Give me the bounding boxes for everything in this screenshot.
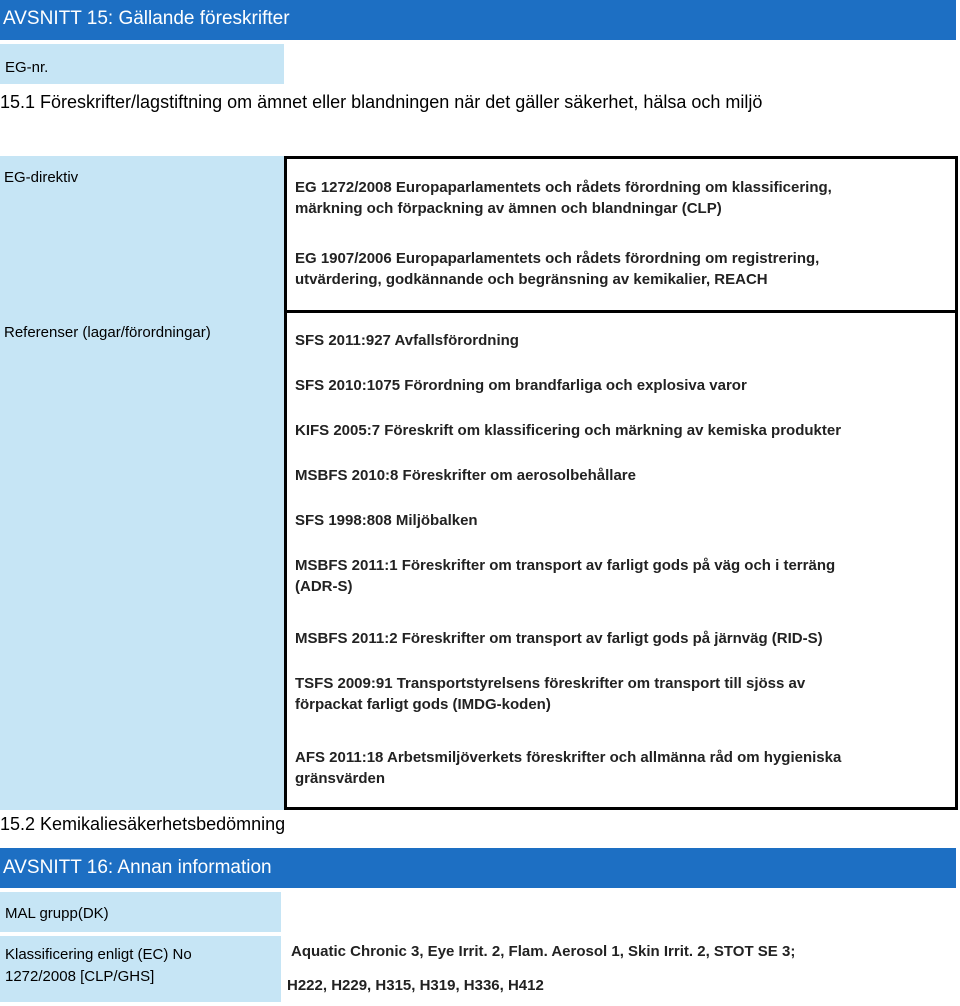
eg-direktiv-entry xyxy=(295,248,819,290)
entry-line: märkning och förpackning av ämnen och blandningar (CLP) xyxy=(295,200,722,217)
entry-line: SFS 1998:808 Miljöbalken xyxy=(295,512,478,529)
section-15-header xyxy=(0,0,956,40)
entry-line: (ADR-S) xyxy=(295,578,353,595)
entry-line: MSBFS 2010:8 Föreskrifter om aerosolbehållare xyxy=(295,467,636,484)
section-15-title: AVSNITT 15: Gällande föreskrifter xyxy=(3,8,290,29)
referens-entry xyxy=(295,747,841,789)
entry-line: AFS 2011:18 Arbetsmiljöverkets föreskrifter och allmänna råd om hygieniska xyxy=(295,749,842,766)
entry-line: MSBFS 2011:2 Föreskrifter om transport av farligt gods på järnväg (RID-S) xyxy=(295,630,823,647)
entry-line: EG 1907/2006 Europaparlamentets och rådets förordning om registrering, xyxy=(295,250,820,267)
h-statements-line: H222, H229, H315, H319, H336, H412 xyxy=(287,977,544,994)
referens-entry xyxy=(295,465,636,486)
klassificering-label-line: Klassificering enligt (EC) No xyxy=(5,946,192,963)
klassificering-cell xyxy=(0,936,281,1002)
eg-direktiv-box xyxy=(284,156,958,313)
entry-line: utvärdering, godkännande och begränsning av kemikalier, REACH xyxy=(295,271,768,288)
referens-entry xyxy=(295,555,835,597)
eg-direktiv-entry xyxy=(295,177,832,219)
entry-line: EG 1272/2008 Europaparlamentets och rådets förordning om klassificering, xyxy=(295,179,832,196)
entry-line: gränsvärden xyxy=(295,770,386,787)
klassificering-value-line: Aquatic Chronic 3, Eye Irrit. 2, Flam. Aerosol 1, Skin Irrit. 2, STOT SE 3; xyxy=(291,943,796,960)
entry-line: MSBFS 2011:1 Föreskrifter om transport av farligt gods på väg och i terräng xyxy=(295,557,836,574)
mal-grupp-band xyxy=(0,892,281,932)
eg-nr-band xyxy=(0,44,284,84)
entry-line: TSFS 2009:91 Transportstyrelsens föreskrifter om transport till sjöss av xyxy=(295,675,806,692)
referens-entry xyxy=(295,673,805,715)
referenser-cell xyxy=(0,312,284,810)
eg-nr-label: EG-nr. xyxy=(5,59,49,76)
section-16-title: AVSNITT 16: Annan information xyxy=(3,857,272,878)
entry-line: SFS 2010:1075 Förordning om brandfarliga och explosiva varor xyxy=(295,377,747,394)
subsection-15-2-title: 15.2 Kemikaliesäkerhetsbedömning xyxy=(0,814,286,834)
eg-direktiv-label: EG-direktiv xyxy=(4,169,79,186)
referenser-box xyxy=(284,310,958,810)
referenser-label: Referenser (lagar/förordningar) xyxy=(4,324,211,341)
referens-entry xyxy=(295,510,478,531)
eg-direktiv-cell xyxy=(0,156,284,312)
entry-line: förpackat farligt gods (IMDG-koden) xyxy=(295,696,551,713)
referens-entry xyxy=(295,420,841,441)
mal-grupp-label: MAL grupp(DK) xyxy=(5,905,109,922)
subsection-15-1-title: 15.1 Föreskrifter/lagstiftning om ämnet eller blandningen när det gäller säkerhet, hälsa och miljö xyxy=(0,92,763,112)
referens-entry xyxy=(295,375,747,396)
klassificering-label-line: 1272/2008 [CLP/GHS] xyxy=(5,968,155,985)
section-16-header xyxy=(0,848,956,888)
referens-entry xyxy=(295,628,823,649)
entry-line: KIFS 2005:7 Föreskrift om klassificering och märkning av kemiska produkter xyxy=(295,422,842,439)
referens-entry xyxy=(295,330,519,351)
entry-line: SFS 2011:927 Avfallsförordning xyxy=(295,332,519,349)
